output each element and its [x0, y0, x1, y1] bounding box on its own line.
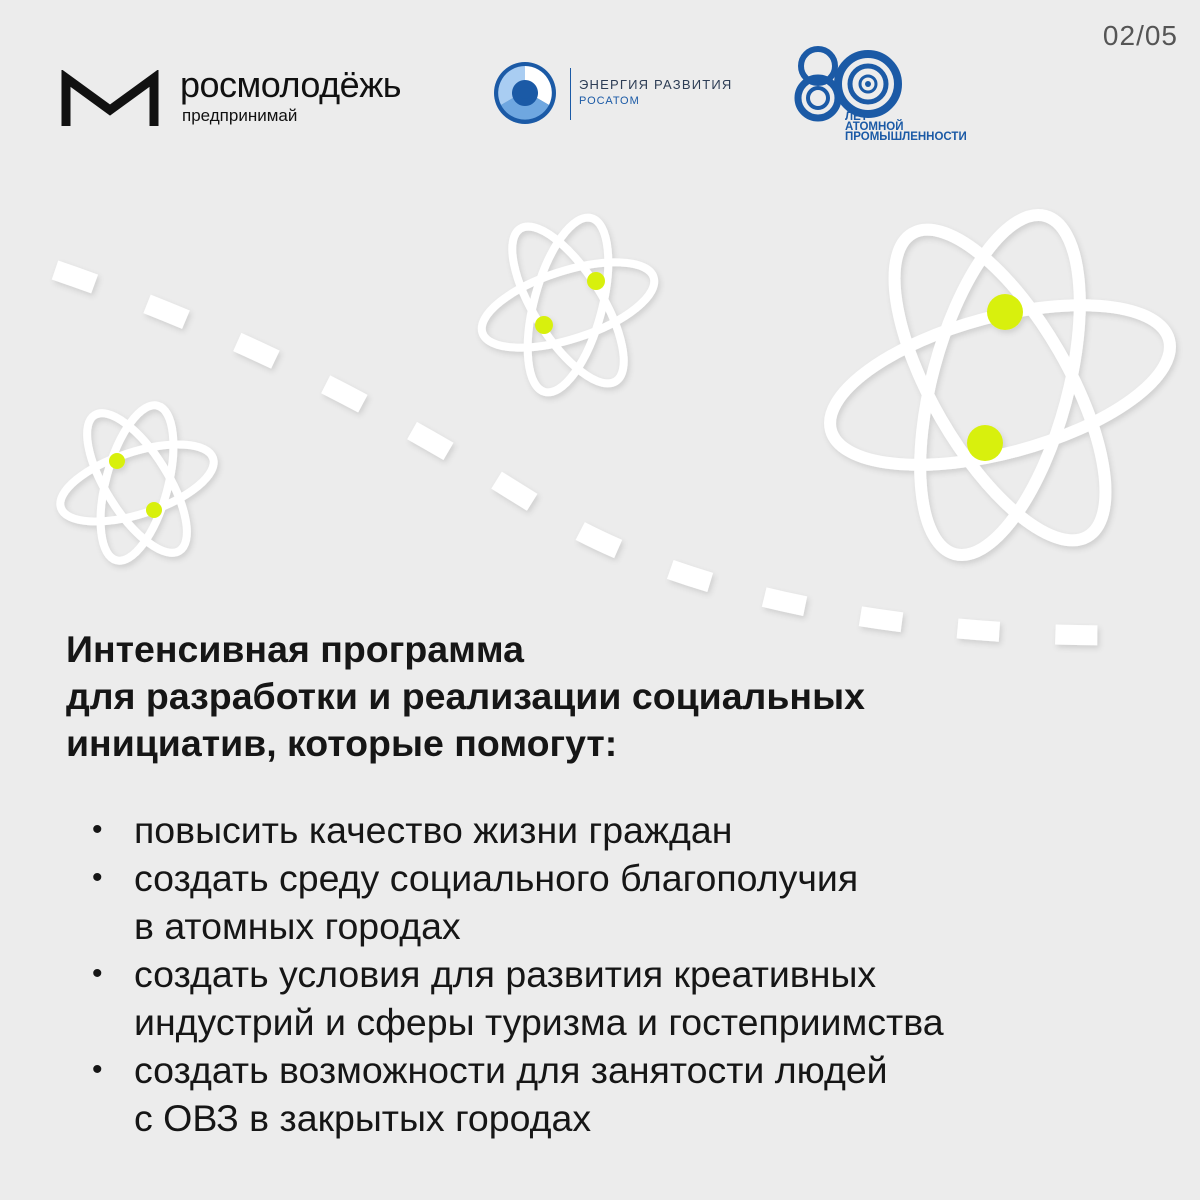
page-counter: 02/05 — [1102, 20, 1178, 51]
headline — [66, 626, 865, 767]
bullet-icon: • — [92, 813, 103, 846]
list-item-text: создать возможности для занятости людей с ОВЗ в закрытых городах — [134, 1049, 888, 1139]
bullet-icon: • — [92, 1053, 103, 1086]
headline-text: Интенсивная программа для разработки и реализации социальных инициатив, которые помогут: — [66, 628, 865, 764]
rosmolodezh-subtitle: предпринимай — [182, 106, 298, 125]
list-item — [90, 806, 944, 854]
rosatom-name: РОСАТОМ — [579, 95, 640, 107]
medium-atom-icon — [472, 209, 664, 400]
list-item-text: создать среду социального благополучия в атомных городах — [134, 857, 859, 947]
large-atom-icon — [813, 198, 1186, 571]
anniversary-caption-text: ЛЕТ АТОМНОЙ ПРОМЫШЛЕННОСТИ — [845, 111, 967, 143]
list-item — [90, 1046, 944, 1142]
list-item-text: создать условия для развития креативных индустрий и сферы туризма и гостеприимства — [134, 953, 944, 1043]
rosmolodezh-title: росмолодёжь — [180, 64, 402, 105]
small-atom-icon — [51, 398, 222, 569]
rosatom-slogan: ЭНЕРГИЯ РАЗВИТИЯ — [579, 77, 733, 92]
list-item — [90, 950, 944, 1046]
list-item-text: повысить качество жизни граждан — [134, 809, 733, 851]
list-item — [90, 854, 944, 950]
bullet-icon: • — [92, 957, 103, 990]
bullet-icon: • — [92, 861, 103, 894]
benefits-list — [90, 806, 944, 1142]
